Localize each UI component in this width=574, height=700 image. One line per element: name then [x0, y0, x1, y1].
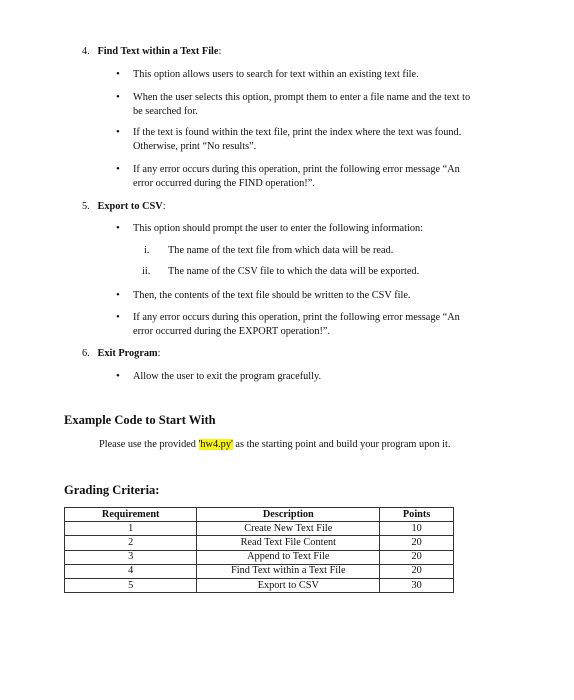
- list-item: Allow the user to exit the program gracefully.: [133, 371, 322, 382]
- bullet-icon: •: [116, 126, 120, 138]
- table-cell: Read Text File Content: [197, 536, 380, 550]
- section-title: Find Text within a Text File: [97, 46, 219, 57]
- table-cell: 4: [65, 564, 197, 578]
- list-item: If any error occurs during this operation, print the following error message “An: [133, 312, 460, 323]
- table-cell: 30: [380, 578, 454, 592]
- table-header-row: [65, 508, 454, 522]
- list-item-continuation: error occurred during the FIND operation!”.: [133, 178, 315, 189]
- bullet-icon: •: [116, 311, 120, 323]
- list-item-continuation: Otherwise, print “No results”.: [133, 141, 257, 152]
- section-5-heading: [82, 201, 166, 212]
- table-cell: Find Text within a Text File: [197, 564, 380, 578]
- sub-item-marker: i.: [144, 245, 150, 256]
- bullet-icon: •: [116, 91, 120, 103]
- table-row: [65, 522, 454, 536]
- column-header: Description: [197, 508, 380, 522]
- table-cell: 20: [380, 536, 454, 550]
- section-4-heading: [82, 46, 221, 57]
- table-cell: 2: [65, 536, 197, 550]
- bullet-icon: •: [116, 222, 120, 234]
- table-cell: Append to Text File: [197, 550, 380, 564]
- list-item-continuation: error occurred during the EXPORT operation!”.: [133, 326, 331, 337]
- bullet-icon: •: [116, 68, 120, 80]
- table-cell: Export to CSV: [197, 578, 380, 592]
- list-item: When the user selects this option, prompt them to enter a file name and the text to: [133, 92, 471, 103]
- list-item: If any error occurs during this operation, print the following error message “An: [133, 164, 460, 175]
- table-cell: Create New Text File: [197, 522, 380, 536]
- bullet-icon: •: [116, 289, 120, 301]
- table-row: [65, 550, 454, 564]
- table-row: [65, 536, 454, 550]
- bullet-icon: •: [116, 163, 120, 175]
- table-row: [65, 564, 454, 578]
- example-heading: Example Code to Start With: [64, 413, 216, 427]
- table-cell: 10: [380, 522, 454, 536]
- section-number: 6.: [82, 348, 90, 359]
- example-text-before: Please use the provided: [99, 439, 199, 450]
- table-cell: 20: [380, 564, 454, 578]
- table-cell: 20: [380, 550, 454, 564]
- list-item: This option should prompt the user to enter the following information:: [133, 223, 423, 234]
- sub-item-text: The name of the CSV file to which the data will be exported.: [168, 266, 420, 277]
- sub-item-marker: ii.: [142, 266, 151, 277]
- list-item: Then, the contents of the text file should be written to the CSV file.: [133, 290, 411, 301]
- highlighted-filename: 'hw4.py': [198, 439, 233, 450]
- list-item-continuation: be searched for.: [133, 106, 198, 117]
- column-header: Points: [380, 508, 454, 522]
- grading-heading: Grading Criteria:: [64, 483, 160, 497]
- sub-item-text: The name of the text file from which data will be read.: [168, 245, 394, 256]
- bullet-icon: •: [116, 370, 120, 382]
- example-text-after: as the starting point and build your program upon it.: [232, 439, 451, 450]
- grading-table: [64, 507, 454, 593]
- column-header: Requirement: [65, 508, 197, 522]
- section-title-colon: :: [162, 201, 166, 212]
- section-number: 4.: [82, 46, 90, 57]
- table-row: [65, 578, 454, 592]
- table-cell: 3: [65, 550, 197, 564]
- section-title-colon: :: [157, 348, 161, 359]
- section-title: Export to CSV: [97, 201, 163, 212]
- table-cell: 1: [65, 522, 197, 536]
- list-item: If the text is found within the text file, print the index where the text was found.: [133, 127, 462, 138]
- section-number: 5.: [82, 201, 90, 212]
- table-cell: 5: [65, 578, 197, 592]
- section-title-colon: :: [218, 46, 222, 57]
- list-item: This option allows users to search for text within an existing text file.: [133, 69, 419, 80]
- example-text: [99, 439, 450, 450]
- section-6-heading: [82, 348, 161, 359]
- section-title: Exit Program: [97, 348, 158, 359]
